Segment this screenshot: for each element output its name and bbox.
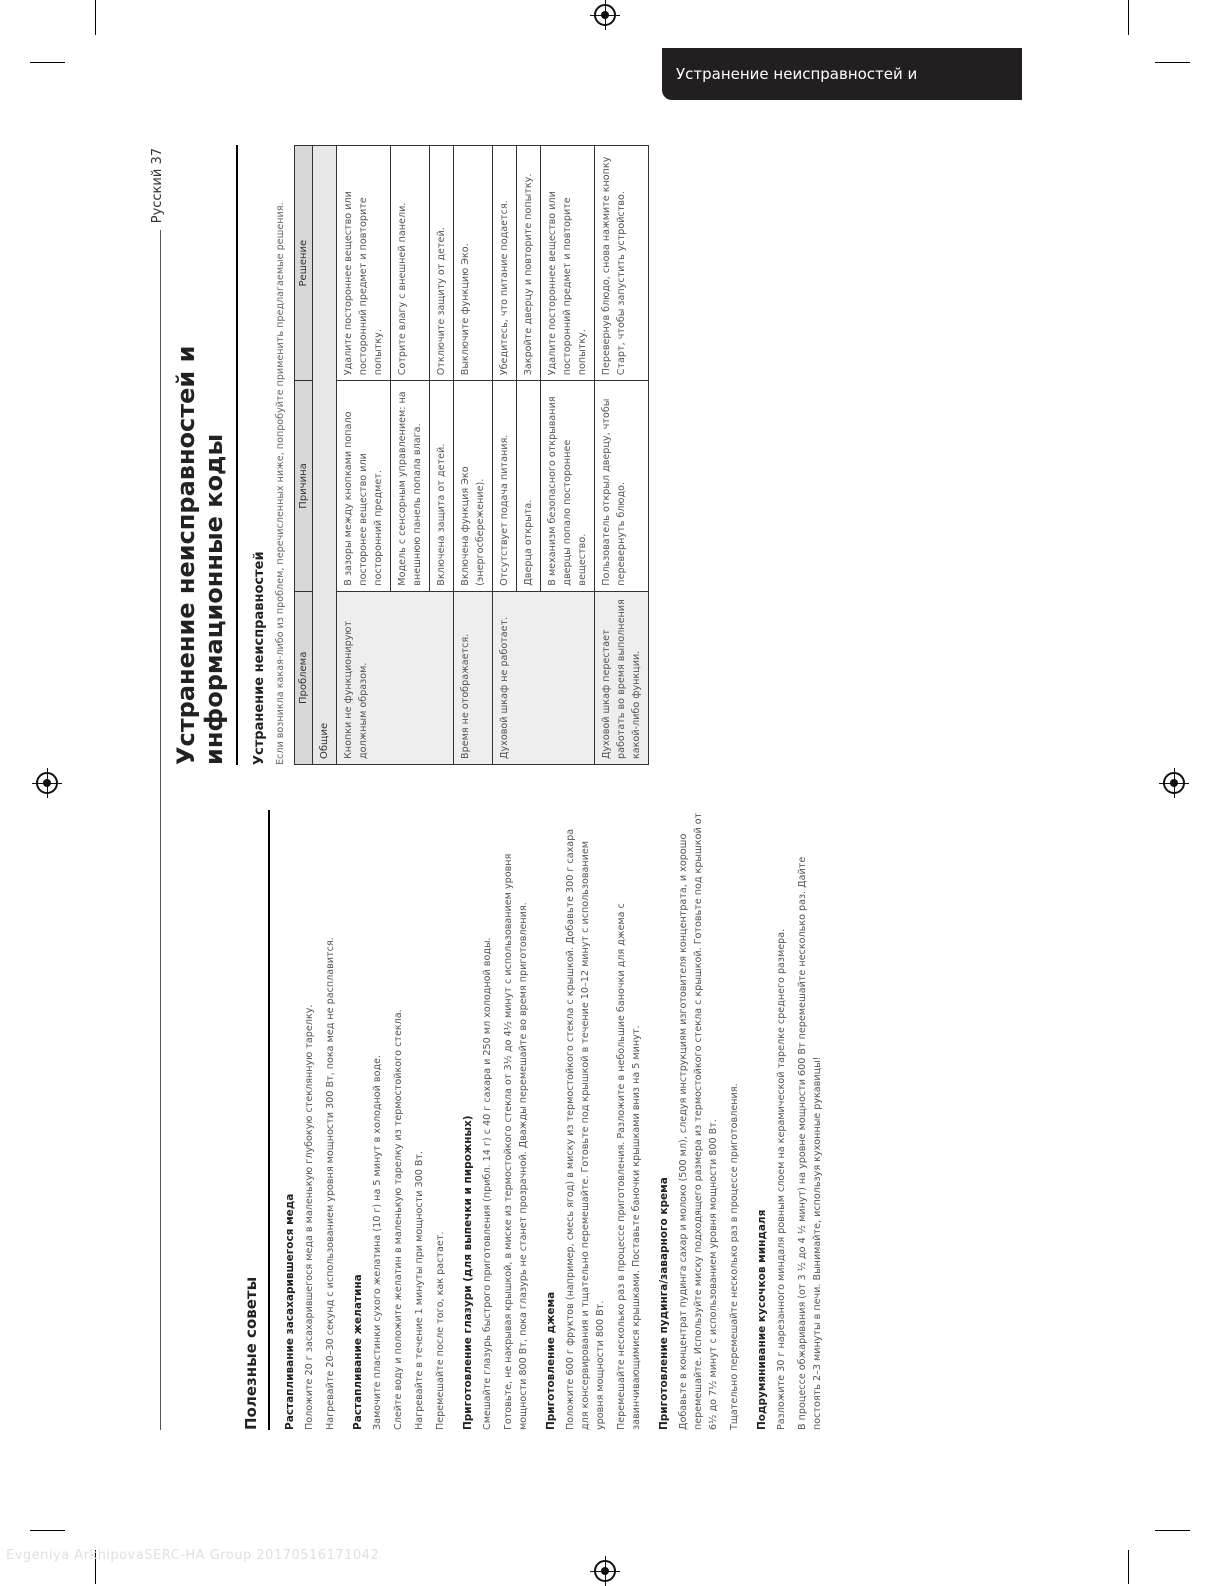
column-header-problem: Проблема <box>295 591 313 764</box>
crop-mark <box>1128 1550 1129 1584</box>
solution-cell: Удалите постороннее вещество или посторонний предмет и повторите попытку. <box>541 146 595 381</box>
problem-cell: Время не отображается. <box>454 591 493 764</box>
tip-paragraph: Разложите 30 г нарезанного миндаля ровным слоем на керамической тарелке среднего размера. <box>776 928 787 1430</box>
crop-mark <box>1155 1530 1190 1531</box>
cause-cell: Отсутствует подача питания. <box>493 381 517 591</box>
solution-cell: Сотрите влагу с внешней панели. <box>391 146 430 381</box>
tip-item <box>756 810 825 1430</box>
solution-cell: Выключите функцию Эко. <box>454 146 493 381</box>
page-title: Устранение неисправностей и информационные коды <box>172 145 238 765</box>
problem-cell: Духовой шкаф перестает работать во время выполнения какой-либо функции. <box>595 591 649 764</box>
tip-title: Растапливание засахарившегося меда <box>284 1193 296 1430</box>
table-row <box>337 146 391 765</box>
cause-cell: Модель с сенсорным управлением: на внешнюю панель попала влага. <box>391 381 430 591</box>
tip-paragraph: Тщательно перемешайте несколько раз в процессе приготовления. <box>729 1083 740 1430</box>
tip-item <box>658 810 742 1430</box>
troubleshooting-table <box>294 145 649 765</box>
tip-paragraph: Добавьте в концентрат пудинга сахар и молоко (500 мл), следуя инструкциям изготовителя концентрата, и хорошо перемешайте. Используйте миску подходящего размера из термостойкого стекла с крышкой. Готовьте под крышкой от 6½ до 7½ минут с использованием уровня мощности 800 Вт. <box>678 812 719 1430</box>
tip-title: Подрумянивание кусочков миндаля <box>756 1209 768 1430</box>
registration-mark-icon <box>594 1560 616 1582</box>
tip-title: Растапливание желатина <box>352 1274 364 1430</box>
tip-item <box>545 810 644 1430</box>
table-row <box>493 146 517 765</box>
tip-paragraph: В процессе обжаривания (от 3 ½ до 4 ½ минут) на уровне мощности 600 Вт перемешайте несколько раз. Дайте постоять 2–3 минуты в печи. Вынимайте, используя кухонные рукавицы! <box>797 856 823 1430</box>
tip-paragraph: Смешайте глазурь быстрого приготовления (прибл. 14 г) с 40 г сахара и 250 мл холодной воды. <box>482 937 493 1430</box>
document-footer: Evgeniya ArkhipovaSERC-HA Group 20170516171042 <box>6 1548 380 1563</box>
column-header-cause: Причина <box>295 381 313 591</box>
section-header-tab: Устранение неисправностей и информационные коды <box>662 48 1022 100</box>
cause-cell: Включена функция Эко (энергосбережение). <box>454 381 493 591</box>
tip-paragraph: Готовьте, не накрывая крышкой, в миске из термостойкого стекла от 3½ до 4½ минут с использованием уровня мощности 800 Вт, пока глазурь не станет прозрачной. Дважды перемешайте во время приготовления. <box>503 853 529 1430</box>
crop-mark <box>30 62 65 63</box>
tip-title: Приготовление джема <box>545 1291 557 1430</box>
tip-paragraph: Положите 20 г засахарившегося меда в маленькую глубокую стеклянную тарелку. <box>304 1004 315 1430</box>
troubleshooting-intro: Если возникла какая-либо из проблем, перечисленных ниже, попробуйте применить предлагаемые решения. <box>275 202 286 765</box>
table-category-row <box>313 146 337 765</box>
crop-mark <box>1128 0 1129 35</box>
troubleshooting-subtitle: Устранение неисправностей <box>252 551 267 765</box>
solution-cell: Убедитесь, что питание подается. <box>493 146 517 381</box>
tip-paragraph: Замочите пластинки сухого желатина (10 г) на 5 минут в холодной воде. <box>372 1054 383 1430</box>
tip-paragraph: Нагревайте в течение 1 минуты при мощности 300 Вт. <box>414 1150 425 1430</box>
problem-cell: Кнопки не функционируют должным образом. <box>337 591 454 764</box>
tip-title: Приготовление глазури (для выпечки и пирожных) <box>462 1115 474 1430</box>
problem-cell: Духовой шкаф не работает. <box>493 591 595 764</box>
tip-title: Приготовление пудинга/заварного крема <box>658 1177 670 1430</box>
rotated-page-content <box>150 130 823 1510</box>
cause-cell: В зазоры между кнопками попало посторонее вещество или посторонний предмет. <box>337 381 391 591</box>
tip-paragraph: Перемешайте несколько раз в процессе приготовления. Разложите в небольшие баночки для джема с завинчивающимися крышками. Поставьте баночки крышками вниз на 5 минут. <box>616 903 642 1430</box>
tip-item <box>352 810 448 1430</box>
crop-mark <box>1155 62 1190 63</box>
table-header-row <box>295 146 313 765</box>
category-label: Общие <box>313 146 337 765</box>
cause-cell: Включена защита от детей. <box>430 381 454 591</box>
solution-cell: Отключите защиту от детей. <box>430 146 454 381</box>
solution-cell: Удалите постороннее вещество или посторонний предмет и повторите попытку. <box>337 146 391 381</box>
page-number: Русский 37 <box>150 148 165 224</box>
solution-cell: Закройте дверцу и повторите попытку. <box>517 146 541 381</box>
cause-cell: Пользователь открыл дверцу, чтобы перевернуть блюдо. <box>595 381 649 591</box>
crop-mark <box>30 1530 65 1531</box>
table-row <box>595 146 649 765</box>
registration-mark-icon <box>1163 772 1185 794</box>
registration-mark-icon <box>36 772 58 794</box>
useful-tips-title: Полезные советы <box>242 810 270 1430</box>
tip-paragraph: Слейте воду и положите желатин в маленькую тарелку из термостойкого стекла. <box>393 1009 404 1430</box>
troubleshooting-section <box>172 145 649 765</box>
crop-mark <box>95 0 96 35</box>
useful-tips-list <box>284 810 825 1430</box>
column-header-solution: Решение <box>295 146 313 381</box>
tip-item <box>462 810 531 1430</box>
tip-paragraph: Положите 600 г фруктов (например, смесь ягод) в миску из термостойкого стекла с крышкой. Добавьте 300 г сахара для консервирования и тщательно перемешайте. Готовьте под крышкой в течение 10–12 минут с использованием уровня мощности 800 Вт. <box>565 828 606 1430</box>
useful-tips-section <box>242 810 831 1430</box>
tip-paragraph: Нагревайте 20–30 секунд с использованием уровня мощности 300 Вт, пока мед не расплавится. <box>325 937 336 1430</box>
table-row <box>454 146 493 765</box>
cause-cell: Дверца открыта. <box>517 381 541 591</box>
tip-paragraph: Перемешайте после того, как растает. <box>435 1231 446 1430</box>
tip-item <box>284 810 338 1430</box>
registration-mark-icon <box>594 4 616 26</box>
cause-cell: В механизм безопасного открывания дверцы попало постороннее вещество. <box>541 381 595 591</box>
solution-cell: Перевернув блюдо, снова нажмите кнопку Старт, чтобы запустить устройство. <box>595 146 649 381</box>
